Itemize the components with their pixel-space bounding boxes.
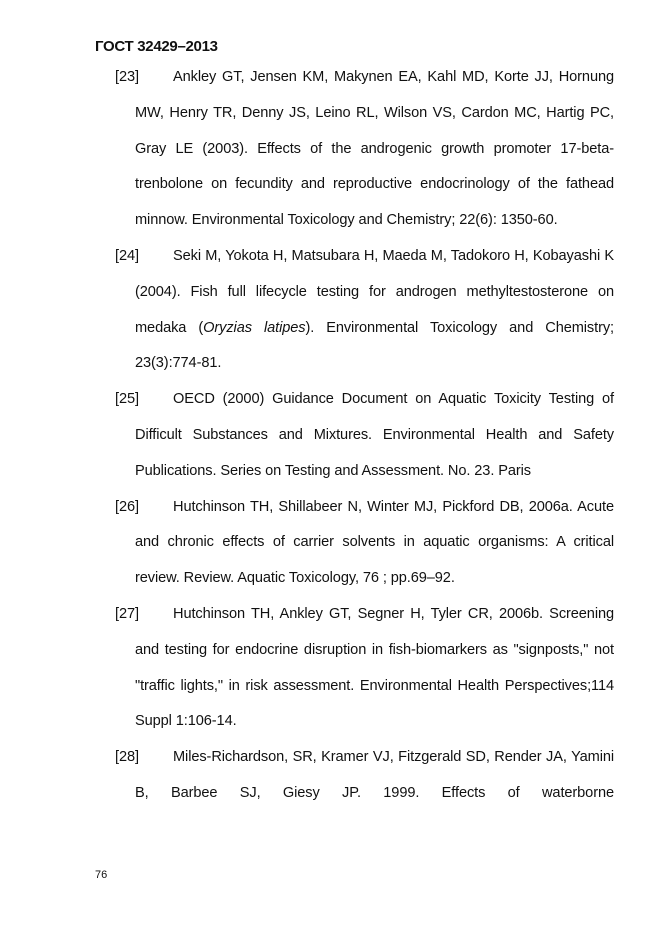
species-name-italic: Oryzias latipes <box>203 319 306 336</box>
reference-number: [27] <box>115 605 139 622</box>
reference-item-28 <box>115 740 614 812</box>
reference-list <box>0 60 661 812</box>
reference-number: [24] <box>115 247 139 264</box>
page-number: 76 <box>95 869 108 881</box>
reference-text: Ankley GT, Jensen KM, Makynen EA, Kahl MD, Korte JJ, Hornung MW, Henry TR, Denny JS, Leino RL, Wilson VS, Cardon MC, Hartig PC, Gray LE (2003). Effects of the androgenic growth promoter 17-beta-trenbolone on fecundity and reproductive endocrinology of the fathead minnow. Environmental Toxicology and Chemistry; 22(6): 1350-60. <box>135 69 614 229</box>
reference-text: Hutchinson TH, Shillabeer N, Winter MJ, Pickford DB, 2006a. Acute and chronic effects of carrier solvents in aquatic organisms: A critical review. Review. Aquatic Toxicology, 76 ; pp.69–92. <box>135 498 614 587</box>
reference-number: [25] <box>115 391 139 408</box>
reference-text: Miles-Richardson, SR, Kramer VJ, Fitzgerald SD, Render JA, Yamini B, Barbee SJ, Giesy JP. 1999. Effects of waterborne <box>135 749 614 801</box>
reference-number: [28] <box>115 749 139 766</box>
reference-item-25 <box>115 382 614 489</box>
reference-item-24 <box>115 239 614 382</box>
reference-text: OECD (2000) Guidance Document on Aquatic Toxicity Testing of Difficult Substances and Mixtures. Environmental Health and Safety Publications. Series on Testing and Assessment. No. 23. Paris <box>135 391 614 479</box>
reference-item-23 <box>115 60 614 239</box>
reference-number: [26] <box>115 498 139 515</box>
reference-text <box>135 239 614 382</box>
reference-number: [23] <box>115 69 139 85</box>
reference-item-26 <box>115 490 614 597</box>
reference-item-27 <box>115 597 614 740</box>
reference-text: Hutchinson TH, Ankley GT, Segner H, Tyler CR, 2006b. Screening and testing for endocrine disruption in fish-biomarkers as "signposts," not "traffic lights," in risk assessment. Environmental Health Perspectives;114 Suppl 1:106-14. <box>135 605 614 730</box>
reference-text-after: ). Environmental Toxicology and Chemistry; 23(3):774-81. <box>135 319 614 372</box>
document-header: ГОСТ 32429–2013 <box>95 38 218 55</box>
reference-text-before: Seki M, Yokota H, Matsubara H, Maeda M, Tadokoro H, Kobayashi K (2004). Fish full lifecycle testing for androgen methyltestosterone on medaka ( <box>135 247 614 336</box>
